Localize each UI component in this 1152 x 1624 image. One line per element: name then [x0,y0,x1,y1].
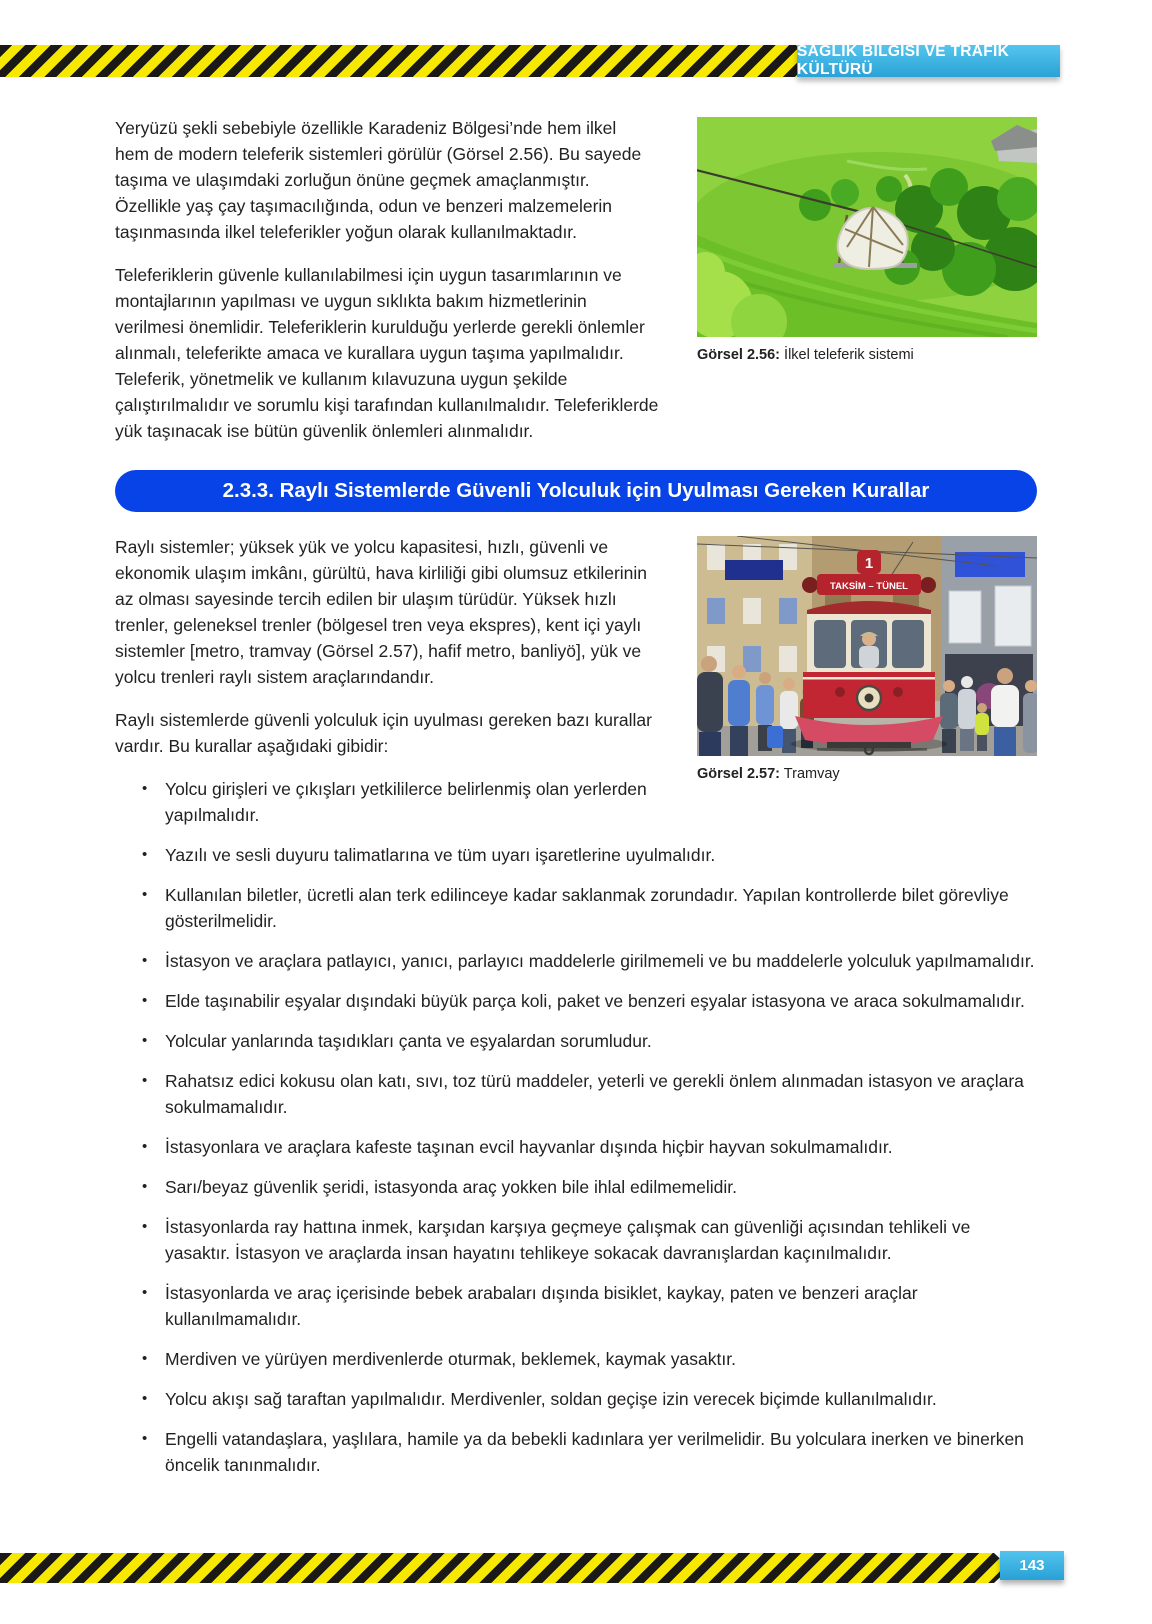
rule-item: • İstasyonlarda ve araç içerisinde bebek arabaları dışında bisiklet, kaykay, paten ve benzeri araçlar kullanılmamalıdır. [115,1280,1037,1332]
rule-item: • Merdiven ve yürüyen merdivenlerde oturmak, beklemek, kaymak yasaktır. [115,1346,1037,1372]
tramvay-photo [697,536,1037,756]
rule-item: • Yolcular yanlarında taşıdıkları çanta ve eşyalardan sorumludur. [115,1028,1037,1054]
course-title-banner: SAĞLIK BİLGİSİ VE TRAFİK KÜLTÜRÜ [797,45,1060,77]
figure-caption-text: Tramvay [783,766,840,782]
rules-list [115,776,1037,1478]
luggage [767,726,783,748]
rule-item: • İstasyonlara ve araçlara kafeste taşınan evcil hayvanlar dışında hiçbir hayvan sokulmamalıdır. [115,1134,1037,1160]
section-teleferik [115,115,1037,444]
figure-caption [697,346,1037,364]
rule-item: • Rahatsız edici kokusu olan katı, sıvı, toz türü maddeler, yeterli ve gerekli önlem alınmadan istasyon ve araçlara sokulmamalıdır. [115,1068,1037,1120]
hazard-stripe-top [0,45,812,77]
rule-item: • Elde taşınabilir eşyalar dışındaki büyük parça koli, paket ve benzeri eşyalar istasyona ve araca sokulmamalıdır. [115,988,1037,1014]
tram-destination-text: TAKSİM – TÜNEL [830,581,908,592]
navy-sign [725,560,783,580]
rule-item: • Kullanılan biletler, ücretli alan terk edilinceye kadar saklanmak zorundadır. Yapılan kontrollerde bilet görevliye gösterilmelidir. [115,882,1037,934]
paragraph-teleferik-2: Teleferiklerin güvenle kullanılabilmesi için uygun tasarımlarının ve montajlarının yapılması ve uygun sıklıkta bakım hizmetlerinin verilmesi önemlidir. Teleferiklerin kurulduğu yerlerde gerekli önlemler alınmalı, teleferikte amaca ve kurallara uygun taşıma yapılmalıdır. Teleferik, yönetmelik ve kullanım kılavuzuna uygun şekilde çalıştırılmalıdır ve sorumlu kişi tarafından kullanılmalıdır. Teleferiklerde yük taşınacak ise bütün güvenlik önlemleri alınmalıdır. [115,265,659,441]
figure-caption-label: Görsel 2.57: [697,766,781,782]
page-number-badge: 143 [1000,1551,1064,1580]
section-rayli-sistemler [115,534,1037,1478]
figure-caption-label: Görsel 2.56: [697,347,781,363]
section-heading-2-3-3: 2.3.3. Raylı Sistemlerde Güvenli Yolculuk için Uyulması Gereken Kurallar [115,470,1037,512]
rule-item: • İstasyonlarda ray hattına inmek, karşıdan karşıya geçmeye çalışmak can güvenliği açısından tehlikeli ve yasaktır. İstasyon ve araçlarda insan hayatını tehlikeye sokacak davranışlardan kaçınılmalıdır. [115,1214,1037,1266]
hazard-stripe-bottom [0,1553,1010,1583]
figure-caption-text: İlkel teleferik sistemi [784,347,914,363]
figure-tramvay [697,536,1037,783]
rule-item: • Yolcu girişleri ve çıkışları yetkililerce belirlenmiş olan yerlerden yapılmalıdır. [115,776,721,828]
rule-item: • Engelli vatandaşlara, yaşlılara, hamile ya da bebekli kadınlara yer verilmelidir. Bu yolculara inerken ve binerken öncelik tanınmalıdır. [115,1426,1037,1478]
paragraph-rayli-2: Raylı sistemlerde güvenli yolculuk için uyulması gereken bazı kurallar vardır. Bu kurallar aşağıdaki gibidir: [115,710,652,756]
figure-caption [697,765,1037,783]
rule-item: • İstasyon ve araçlara patlayıcı, yanıcı, parlayıcı maddelerle girilmemeli ve bu maddelerle yolculuk yapılmamalıdır. [115,948,1037,974]
paragraph-rayli-1: Raylı sistemler; yüksek yük ve yolcu kapasitesi, hızlı, güvenli ve ekonomik ulaşım imkânı, gürültü, hava kirliliği gibi olumsuz etkilerinin az olması sayesinde tercih edilen bir ulaşım türüdür. Yüksek hızlı trenler, geleneksel trenler (bölgesel tren veya ekspres), kent içi yaylı sistemler [metro, tramvay (Görsel 2.57), hafif metro, banliyö], yük ve yolcu trenleri raylı sistem araçlarındandır. [115,537,648,687]
figure-teleferik [697,117,1037,364]
rule-item: • Yolcu akışı sağ taraftan yapılmalıdır. Merdivenler, soldan geçişe izin verecek biçimde kullanılmalıdır. [115,1386,1037,1412]
rule-item: • Sarı/beyaz güvenlik şeridi, istasyonda araç yokken bile ihlal edilmemelidir. [115,1174,1037,1200]
rule-item: • Yazılı ve sesli duyuru talimatlarına ve tüm uyarı işaretlerine uyulmalıdır. [115,842,1037,868]
tram-line-number: 1 [864,555,874,572]
paragraph-teleferik-1: Yeryüzü şekli sebebiyle özellikle Karadeniz Bölgesi’nde hem ilkel hem de modern teleferik sistemleri görülür (Görsel 2.56). Bu sayede taşıma ve ulaşımdaki zorluğun önüne geçmek amaçlanmıştır. Özellikle yaş çay taşımacılığında, odun ve benzeri malzemelerin taşınmasında ilkel teleferikler yoğun olarak kullanılmaktadır. [115,118,642,242]
teleferik-photo [697,117,1037,337]
